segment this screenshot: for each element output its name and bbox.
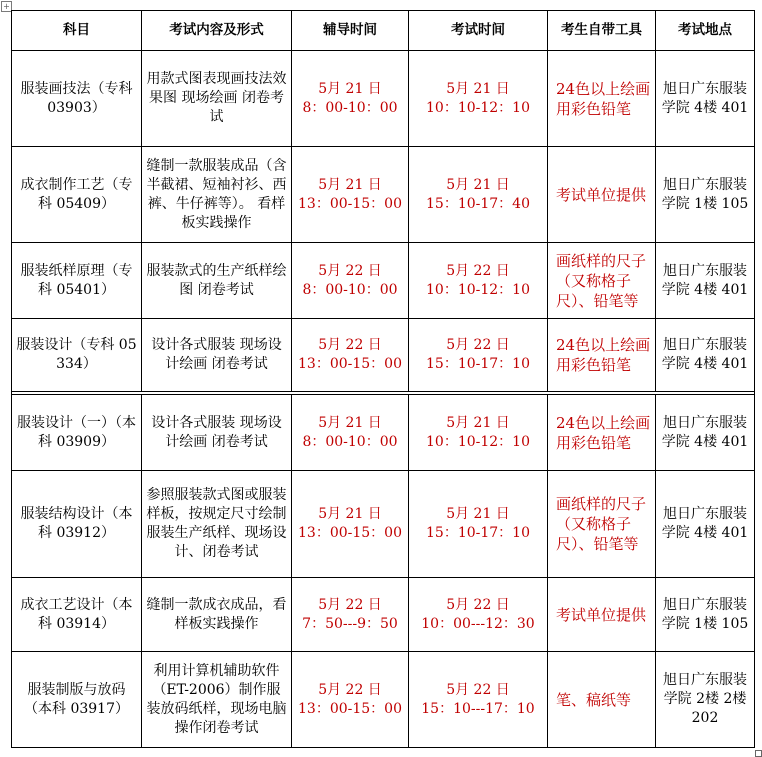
- tutor-date: 5月 21 日: [318, 80, 382, 97]
- cell-exam-time: [409, 51, 548, 147]
- table-move-handle-icon[interactable]: +: [1, 1, 12, 12]
- exam-schedule-table: [11, 10, 755, 748]
- cell-location: 旭日广东服装学院 1楼 105: [656, 578, 755, 652]
- cell-exam-time: [409, 147, 548, 243]
- table-row: [12, 395, 755, 471]
- cell-tutor-time: [292, 319, 409, 392]
- cell-content: 设计各式服装 现场设计绘画 闭卷考试: [142, 395, 292, 471]
- tutor-date: 5月 22 日: [318, 337, 382, 353]
- cell-subject: 成衣制作工艺（专科 05409）: [12, 147, 142, 243]
- cell-tutor-time: [292, 471, 409, 578]
- cell-tools: 笔、稿纸等: [548, 652, 656, 748]
- exam-hours: 15：10-17：10: [426, 525, 530, 541]
- cell-tools: 画纸样的尺子（又称格子尺）、铅笔等: [548, 243, 656, 319]
- tutor-hours: 13：00-15：00: [298, 195, 402, 212]
- cell-tutor-time: [292, 652, 409, 748]
- tutor-date: 5月 22 日: [318, 596, 382, 613]
- table-resize-handle-icon[interactable]: [755, 750, 762, 757]
- header-exam-time: 考试时间: [409, 11, 548, 51]
- cell-subject: 服装结构设计（本科 03912）: [12, 471, 142, 578]
- cell-content: 设计各式服装 现场设计绘画 闭卷考试: [142, 319, 292, 392]
- cell-tools: 画纸样的尺子（又称格子尺）、铅笔等: [548, 471, 656, 578]
- exam-date: 5月 22 日: [446, 262, 510, 279]
- tutor-hours: 8：00-10：00: [302, 99, 398, 116]
- header-subject: 科目: [12, 11, 142, 51]
- cell-location: 旭日广东服装学院 4楼 401: [656, 319, 755, 392]
- table-row: [12, 471, 755, 578]
- cell-exam-time: [409, 652, 548, 748]
- cell-content: 服装款式的生产纸样绘图 闭卷考试: [142, 243, 292, 319]
- exam-hours: 10：10-12：10: [426, 281, 530, 298]
- cell-location: 旭日广东服装学院 4楼 401: [656, 51, 755, 147]
- tutor-date: 5月 21 日: [318, 506, 382, 522]
- table-row: [12, 319, 755, 392]
- cell-tools: 考试单位提供: [548, 578, 656, 652]
- cell-subject: 成衣工艺设计（本科 03914）: [12, 578, 142, 652]
- cell-tools: 24色以上绘画用彩色铅笔: [548, 319, 656, 392]
- cell-tools: 24色以上绘画用彩色铅笔: [548, 51, 656, 147]
- table-row: [12, 51, 755, 147]
- cell-exam-time: [409, 243, 548, 319]
- exam-hours: 15：10-17：40: [426, 195, 530, 212]
- tutor-hours: 8：00-10：00: [302, 433, 398, 450]
- cell-exam-time: [409, 578, 548, 652]
- cell-tutor-time: [292, 395, 409, 471]
- tutor-date: 5月 21 日: [318, 176, 382, 193]
- exam-date: 5月 21 日: [446, 80, 510, 97]
- exam-date: 5月 21 日: [446, 414, 510, 431]
- exam-date: 5月 22 日: [446, 337, 510, 353]
- exam-hours: 15：10---17：10: [421, 700, 535, 717]
- cell-subject: 服装设计（一）（本科 03909）: [12, 395, 142, 471]
- cell-content: 缝制一款服装成品（含半截裙、短袖衬衫、西裤、牛仔裤等）。 看样板实践操作: [142, 147, 292, 243]
- header-content: 考试内容及形式: [142, 11, 292, 51]
- exam-date: 5月 22 日: [446, 596, 510, 613]
- tutor-hours: 13：00-15：00: [298, 356, 402, 372]
- header-tutor-time: 辅导时间: [292, 11, 409, 51]
- cell-tutor-time: [292, 51, 409, 147]
- tutor-hours: 7：50---9：50: [302, 615, 398, 632]
- cell-content: 利用计算机辅助软件（ET-2006）制作服装放码纸样，现场电脑操作闭卷考试: [142, 652, 292, 748]
- cell-location: 旭日广东服装学院 4楼 401: [656, 395, 755, 471]
- tutor-hours: 13：00-15：00: [298, 700, 402, 717]
- cell-location: 旭日广东服装学院 4楼 401: [656, 471, 755, 578]
- cell-tutor-time: [292, 243, 409, 319]
- cell-subject: 服装画技法（专科 03903）: [12, 51, 142, 147]
- cell-tools: 24色以上绘画用彩色铅笔: [548, 395, 656, 471]
- tutor-date: 5月 22 日: [318, 262, 382, 279]
- cell-subject: 服装纸样原理（专科 05401）: [12, 243, 142, 319]
- tutor-hours: 13：00-15：00: [298, 525, 402, 541]
- exam-date: 5月 22 日: [446, 681, 510, 698]
- table-row: [12, 243, 755, 319]
- cell-content: 缝制一款成衣成品，看样板实践操作: [142, 578, 292, 652]
- cell-location: 旭日广东服装学院 2楼 2楼 202: [656, 652, 755, 748]
- cell-subject: 服装制版与放码（本科 03917）: [12, 652, 142, 748]
- cell-exam-time: [409, 471, 548, 578]
- tutor-hours: 8：00-10：00: [302, 281, 398, 298]
- exam-hours: 10：10-12：10: [426, 99, 530, 116]
- header-tools: 考生自带工具: [548, 11, 656, 51]
- cell-content: 用款式图表现画技法效果图 现场绘画 闭卷考试: [142, 51, 292, 147]
- cell-subject: 服装设计（专科 05334）: [12, 319, 142, 392]
- exam-hours: 10：00---12：30: [421, 615, 535, 632]
- exam-date: 5月 21 日: [446, 506, 510, 522]
- exam-date: 5月 21 日: [446, 176, 510, 193]
- header-row: [12, 11, 755, 51]
- tutor-date: 5月 21 日: [318, 414, 382, 431]
- cell-tutor-time: [292, 578, 409, 652]
- table-row: [12, 652, 755, 748]
- cell-location: 旭日广东服装学院 1楼 105: [656, 147, 755, 243]
- cell-tutor-time: [292, 147, 409, 243]
- cell-location: 旭日广东服装学院 4楼 401: [656, 243, 755, 319]
- exam-hours: 15：10-17：10: [426, 356, 530, 372]
- cell-exam-time: [409, 319, 548, 392]
- header-location: 考试地点: [656, 11, 755, 51]
- cell-content: 参照服装款式图或服装样板，按规定尺寸绘制服装生产纸样、现场设计、闭卷考试: [142, 471, 292, 578]
- tutor-date: 5月 22 日: [318, 681, 382, 698]
- cell-exam-time: [409, 395, 548, 471]
- cell-tools: 考试单位提供: [548, 147, 656, 243]
- exam-hours: 10：10-12：10: [426, 433, 530, 450]
- table-row: [12, 147, 755, 243]
- table-row: [12, 578, 755, 652]
